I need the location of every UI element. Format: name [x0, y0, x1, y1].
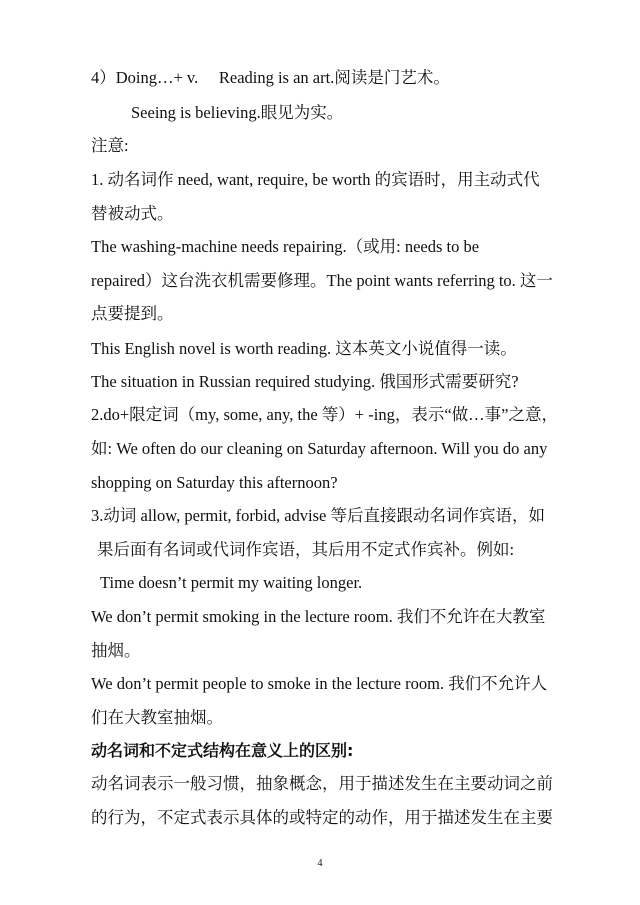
section-heading: 动名词和不定式结构在意义上的区别:: [91, 741, 354, 760]
example-line-seeing: Seeing is believing.眼见为实。: [131, 103, 344, 122]
rule-1-line-1: 1. 动名词作 need, want, require, be worth 的宾语时，用主动式代: [91, 170, 540, 189]
note-heading: 注意:: [91, 136, 129, 155]
example-people-line-2: 们在大教室抽烟。: [91, 708, 223, 727]
example-novel: This English novel is worth reading. 这本英文小说值得一读。: [91, 339, 517, 358]
rule-2-line-3: shopping on Saturday this afternoon?: [91, 473, 338, 492]
rule-2-line-1: 2.do+限定词（my, some, any, the 等）+ -ing，表示“做…事”之意，: [91, 405, 558, 424]
example-washing-machine-line-1: The washing-machine needs repairing.（或用: needs to be: [91, 237, 480, 256]
rule-3-line-2: 果后面有名词或代词作宾语，其后用不定式作宾补。例如:: [97, 540, 515, 559]
example-smoking-line-2: 抽烟。: [91, 641, 141, 660]
page-number: 4: [317, 858, 323, 869]
rule-3-line-1: 3.动词 allow, permit, forbid, advise 等后直接跟动名词作宾语，如: [91, 506, 546, 525]
difference-line-2: 的行为，不定式表示具体的或特定的动作，用于描述发生在主要: [91, 808, 553, 827]
example-line-doing: 4）Doing…+ v. Reading is an art.阅读是门艺术。: [91, 68, 450, 87]
example-people-line-1: We don’t permit people to smoke in the lecture room. 我们不允许人: [91, 674, 548, 693]
rule-2-line-2: 如: We often do our cleaning on Saturday afternoon. Will you do any: [91, 439, 548, 458]
example-washing-machine-line-2: repaired）这台洗衣机需要修理。The point wants referring to. 这一: [91, 271, 553, 290]
difference-line-1: 动名词表示一般习惯，抽象概念，用于描述发生在主要动词之前: [91, 774, 553, 793]
example-situation: The situation in Russian required studying. 俄国形式需要研究?: [91, 372, 519, 391]
rule-1-line-2: 替被动式。: [91, 204, 174, 223]
example-smoking-line-1: We don’t permit smoking in the lecture room. 我们不允许在大教室: [91, 607, 546, 626]
example-time: Time doesn’t permit my waiting longer.: [100, 573, 363, 592]
example-point-line: 点要提到。: [91, 304, 174, 323]
